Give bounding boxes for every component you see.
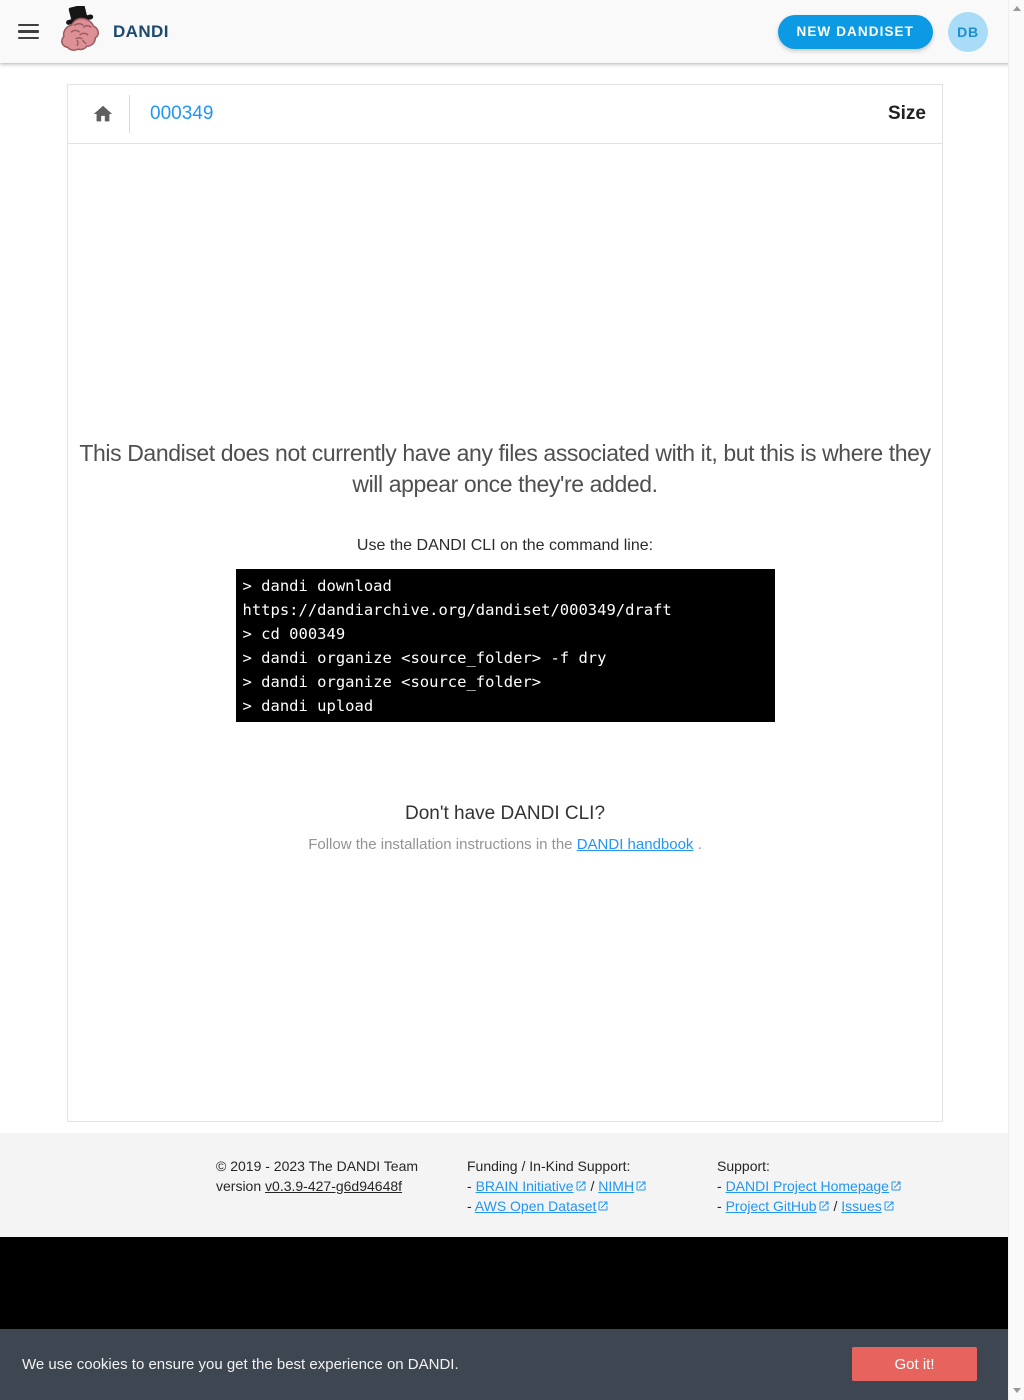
- funding-item: [467, 1176, 647, 1196]
- version-prefix: version: [216, 1178, 266, 1194]
- cli-instructions-heading: Use the DANDI CLI on the command line:: [356, 537, 654, 554]
- cookie-message: We use cookies to ensure you get the best experience on DANDI.: [22, 1356, 459, 1373]
- app-footer: [0, 1133, 1024, 1237]
- footer-funding-column: [467, 1156, 647, 1216]
- user-avatar[interactable]: DB: [948, 12, 988, 52]
- external-link-icon: [818, 1200, 830, 1212]
- install-suffix: .: [693, 836, 702, 853]
- dandiset-files-card: [67, 84, 943, 1122]
- project-github-link[interactable]: Project GitHub: [725, 1198, 817, 1214]
- empty-files-area: [68, 143, 942, 1122]
- scroll-down-icon[interactable]: [1009, 1382, 1024, 1398]
- list-dash: -: [467, 1198, 475, 1214]
- brain-initiative-link[interactable]: BRAIN Initiative: [475, 1178, 574, 1194]
- install-instructions: [68, 836, 942, 853]
- support-item: [717, 1196, 902, 1216]
- link-separator: /: [829, 1198, 842, 1214]
- cli-code-line: https://dandiarchive.org/dandiset/000349/draft: [242, 601, 672, 619]
- dandi-homepage-link[interactable]: DANDI Project Homepage: [725, 1178, 889, 1194]
- list-dash: -: [717, 1198, 726, 1214]
- empty-state-message: This Dandiset does not currently have any files associated with it, but this is where they will appear once they're added.: [79, 440, 931, 497]
- size-column-header: Size: [887, 103, 926, 124]
- copyright-text: © 2019 - 2023 The DANDI Team: [216, 1158, 419, 1174]
- aws-open-dataset-link[interactable]: AWS Open Dataset: [474, 1198, 597, 1214]
- version-line: [216, 1176, 418, 1196]
- external-link-icon: [575, 1180, 587, 1192]
- external-link-icon: [883, 1200, 895, 1212]
- vertical-scrollbar[interactable]: [1008, 0, 1024, 1400]
- cookie-accept-button[interactable]: Got it!: [852, 1347, 977, 1381]
- list-dash: -: [717, 1178, 726, 1194]
- funding-item: [467, 1196, 647, 1216]
- nimh-link[interactable]: NIMH: [598, 1178, 635, 1194]
- breadcrumb-dandiset-link[interactable]: 000349: [150, 103, 214, 124]
- breadcrumb-divider: [129, 95, 130, 133]
- no-cli-heading: Don't have DANDI CLI?: [404, 803, 606, 824]
- viewport-gap: [0, 1237, 1024, 1329]
- footer-support-column: [717, 1156, 902, 1216]
- cookie-consent-banner: [0, 1329, 1024, 1400]
- version-link[interactable]: v0.3.9-427-g6d94648f: [265, 1178, 403, 1194]
- link-separator: /: [586, 1178, 599, 1194]
- external-link-icon: [635, 1180, 647, 1192]
- install-prefix: Follow the installation instructions in the: [308, 836, 577, 853]
- external-link-icon: [597, 1200, 609, 1212]
- dandi-handbook-link[interactable]: DANDI handbook: [576, 836, 694, 853]
- brand-title: DANDI: [113, 21, 169, 41]
- dandi-brain-logo-icon: [58, 6, 104, 57]
- cli-code-line: > dandi organize <source_folder>: [242, 673, 542, 691]
- support-heading: Support:: [717, 1158, 770, 1174]
- list-dash: -: [467, 1178, 476, 1194]
- cli-code-line: > dandi upload: [242, 697, 374, 715]
- footer-copyright-column: [216, 1156, 418, 1196]
- issues-link[interactable]: Issues: [841, 1198, 882, 1214]
- menu-icon[interactable]: [18, 20, 42, 44]
- new-dandiset-button[interactable]: NEW DANDISET: [778, 15, 933, 49]
- external-link-icon: [890, 1180, 902, 1192]
- app-header: [0, 0, 1024, 63]
- cli-code-line: > dandi organize <source_folder> -f dry: [242, 649, 607, 667]
- home-icon[interactable]: [92, 103, 114, 125]
- support-item: [717, 1176, 902, 1196]
- scroll-up-icon[interactable]: [1009, 0, 1024, 16]
- cli-code-line: > dandi download: [242, 577, 392, 595]
- cli-code-block: [236, 569, 775, 722]
- breadcrumb: [68, 85, 942, 143]
- cli-code-line: > cd 000349: [242, 625, 346, 643]
- brand-logo[interactable]: [58, 6, 169, 57]
- funding-heading: Funding / In-Kind Support:: [467, 1158, 631, 1174]
